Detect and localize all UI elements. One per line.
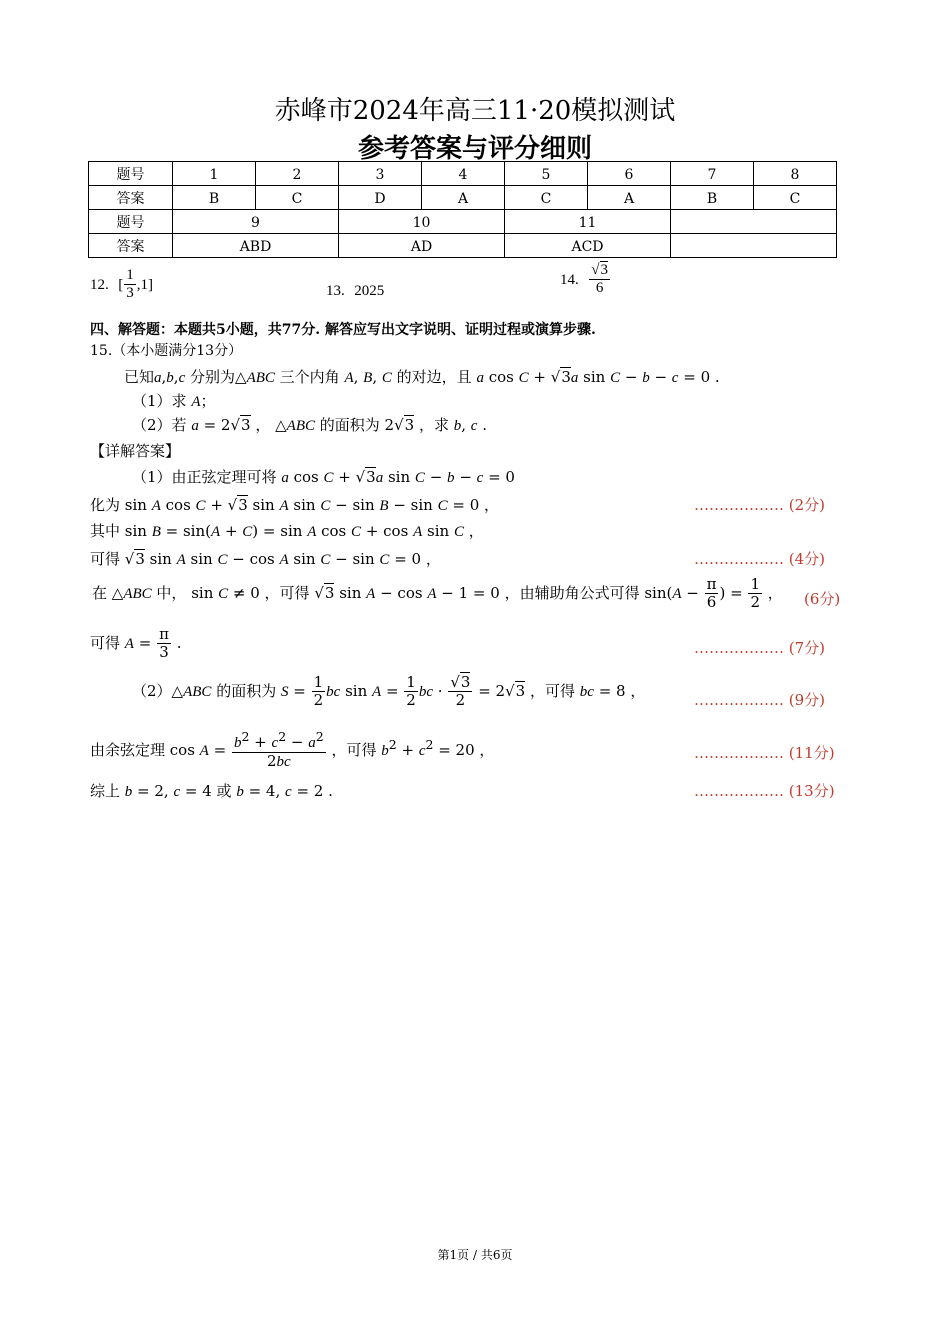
q15-header: 15.（本小题满分13分） [90,343,243,359]
question-number: 8 [754,162,837,186]
solution-line: （1）由正弦定理可将 a cos C + √3a sin C − b − c = 0 [132,468,515,486]
solution-line: 可得 √3 sin A sin C − cos A sin C − sin C = 0 ， [90,550,441,568]
answer-cell: C [754,186,837,210]
question-number: 2 [256,162,339,186]
solution-line: 可得 A = $\frac{\pi}{3}$ . [90,625,182,662]
question-number: 10 [339,210,505,234]
q14-answer: 14. $\frac{√3}{6}$ [560,262,609,297]
row-label: 答案 [89,186,173,210]
row-label: 题号 [89,210,173,234]
question-number: 5 [505,162,588,186]
score-marker: ……………… (7分) [694,639,826,657]
row-label: 题号 [89,162,173,186]
q15-statement: 已知a,b,c 分别为△ABC 三个内角 A, B, C 的对边，且 a cos C + √3a sin C − b − c = 0 . [124,368,720,386]
question-number: 3 [339,162,422,186]
question-number: 7 [671,162,754,186]
score-marker: ……………… (4分) [694,550,826,568]
score-marker: ……………… (13分) [694,782,835,800]
answer-cell: C [505,186,588,210]
q13-answer: 13. 2025 [326,283,385,299]
section-heading: 四、解答题：本题共5小题，共77分. 解答应写出文字说明、证明过程或演算步骤. [90,322,596,338]
answer-cell: AD [339,234,505,258]
solution-line: 由余弦定理 cos A = $\frac{b^2 + c^2 - a^2}{2bc}$ ，可得 $b^2 + c^2 = 20$ ， [90,729,495,771]
title-line-1: 赤峰市2024年高三11·20模拟测试 [274,96,676,126]
table-row [89,210,837,234]
table-row [89,162,837,186]
question-number: 9 [173,210,339,234]
q15-part1: （1）求 A； [132,392,216,410]
answer-cell: C [256,186,339,210]
solution-line: 综上 b = 2, c = 4 或 b = 4, c = 2 . [90,782,333,800]
detail-label: 【详解答案】 [90,442,181,460]
score-marker: ……………… (11分) [694,744,835,762]
answer-cell: A [588,186,671,210]
score-marker: ……………… (2分) [694,496,826,514]
solution-line: 化为 sin A cos C + √3 sin A sin C − sin B − sin C = 0 ， [90,496,500,514]
question-number: 1 [173,162,256,186]
page-footer: 第1页 / 共6页 [437,1248,513,1262]
question-number: 6 [588,162,671,186]
title-line-2: 参考答案与评分细则 [357,134,592,164]
answer-cell: ABD [173,234,339,258]
answer-cell: D [339,186,422,210]
answer-cell: A [422,186,505,210]
answer-cell: B [173,186,256,210]
empty-cell [671,234,837,258]
table-row [89,186,837,210]
answer-table [88,161,837,258]
question-number: 11 [505,210,671,234]
answer-cell: B [671,186,754,210]
solution-line: （2）△ABC 的面积为 S = $\frac{1}{2}$ bc sin A = $\frac{1}{2}$ bc · $\frac{√3}{2}$ = 2√3 ，可得 bc = 8 ， [132,673,646,710]
score-marker: ……………… (9分) [694,691,826,709]
solution-line: 在 △ABC 中， sin C ≠ 0 ，可得 √3 sin A − cos A − 1 = 0 ，由辅助角公式可得 sin(A − $\frac{\pi}{6}$ ) = $\frac{1}{2}$ ， [92,575,783,612]
empty-cell [671,210,837,234]
answer-cell: ACD [505,234,671,258]
row-label: 答案 [89,234,173,258]
q15-part2: （2）若 a = 2√3 ， △ABC 的面积为 2√3 ，求 b, c . [132,416,487,434]
solution-line: 其中 sin B = sin(A + C) = sin A cos C + cos A sin C ， [90,522,484,540]
question-number: 4 [422,162,505,186]
score-marker: (6分) [804,590,841,608]
table-row [89,234,837,258]
q12-answer: 12. [ $\frac{1}{3}$ ,1] [90,267,154,302]
